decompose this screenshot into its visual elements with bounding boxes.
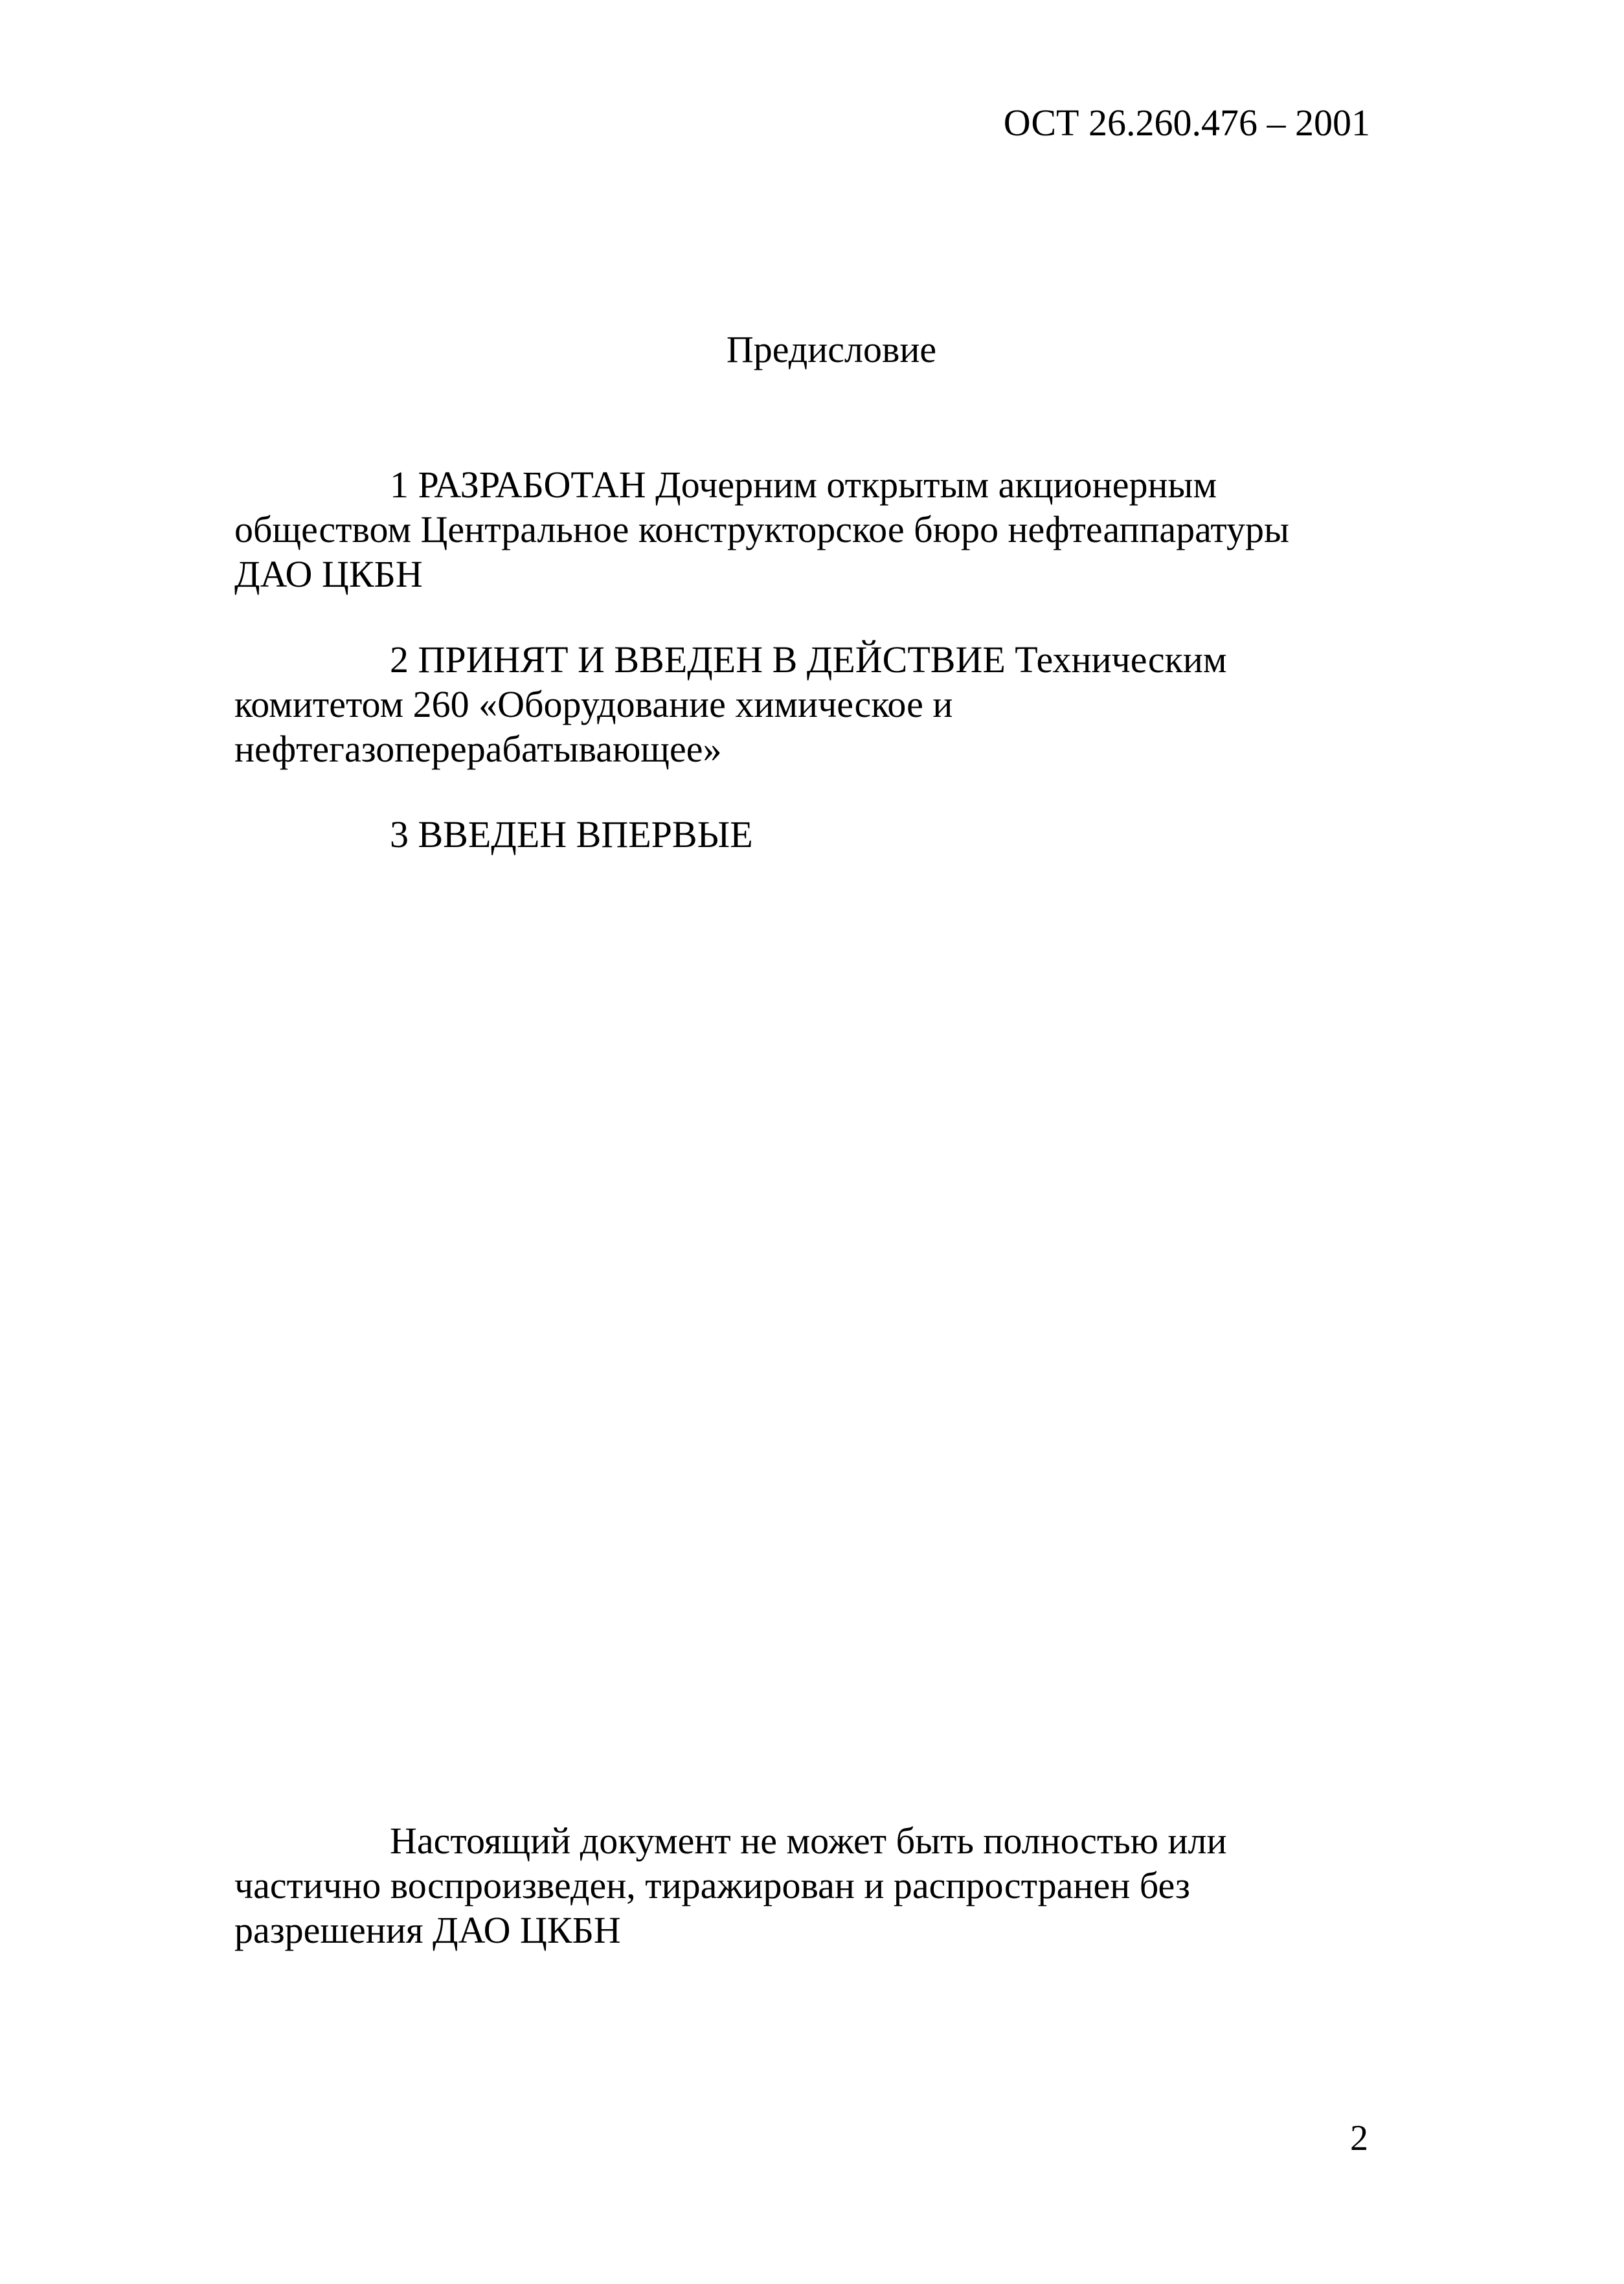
preface-item-first-introduced (234, 812, 1400, 857)
preface-item-line: комитетом 260 «Оборудование химическое и (234, 683, 953, 725)
preface-item-developed (234, 462, 1400, 596)
copyright-notice (234, 1818, 1400, 1952)
preface-item-line: 3 ВВЕДЕН ВПЕРВЫЕ (390, 813, 753, 855)
preface-item-adopted (234, 637, 1400, 771)
document-code: ОСТ 26.260.476 – 2001 (1003, 102, 1370, 144)
preface-item-line: обществом Центральное конструкторское бюро нефтеаппаратуры (234, 508, 1289, 550)
preface-title: Предисловие (726, 328, 937, 370)
preface-item-line: нефтегазоперерабатывающее» (234, 728, 722, 770)
notice-line: разрешения ДАО ЦКБН (234, 1909, 621, 1951)
preface-item-line: ДАО ЦКБН (234, 553, 423, 595)
page-number: 2 (1350, 2118, 1368, 2158)
notice-line: Настоящий документ не может быть полностью или (390, 1820, 1227, 1862)
preface-item-line: 1 РАЗРАБОТАН Дочерним открытым акционерным (390, 464, 1217, 506)
preface-item-line: 2 ПРИНЯТ И ВВЕДЕН В ДЕЙСТВИЕ Техническим (390, 639, 1227, 681)
notice-line: частично воспроизведен, тиражирован и распространен без (234, 1864, 1190, 1906)
